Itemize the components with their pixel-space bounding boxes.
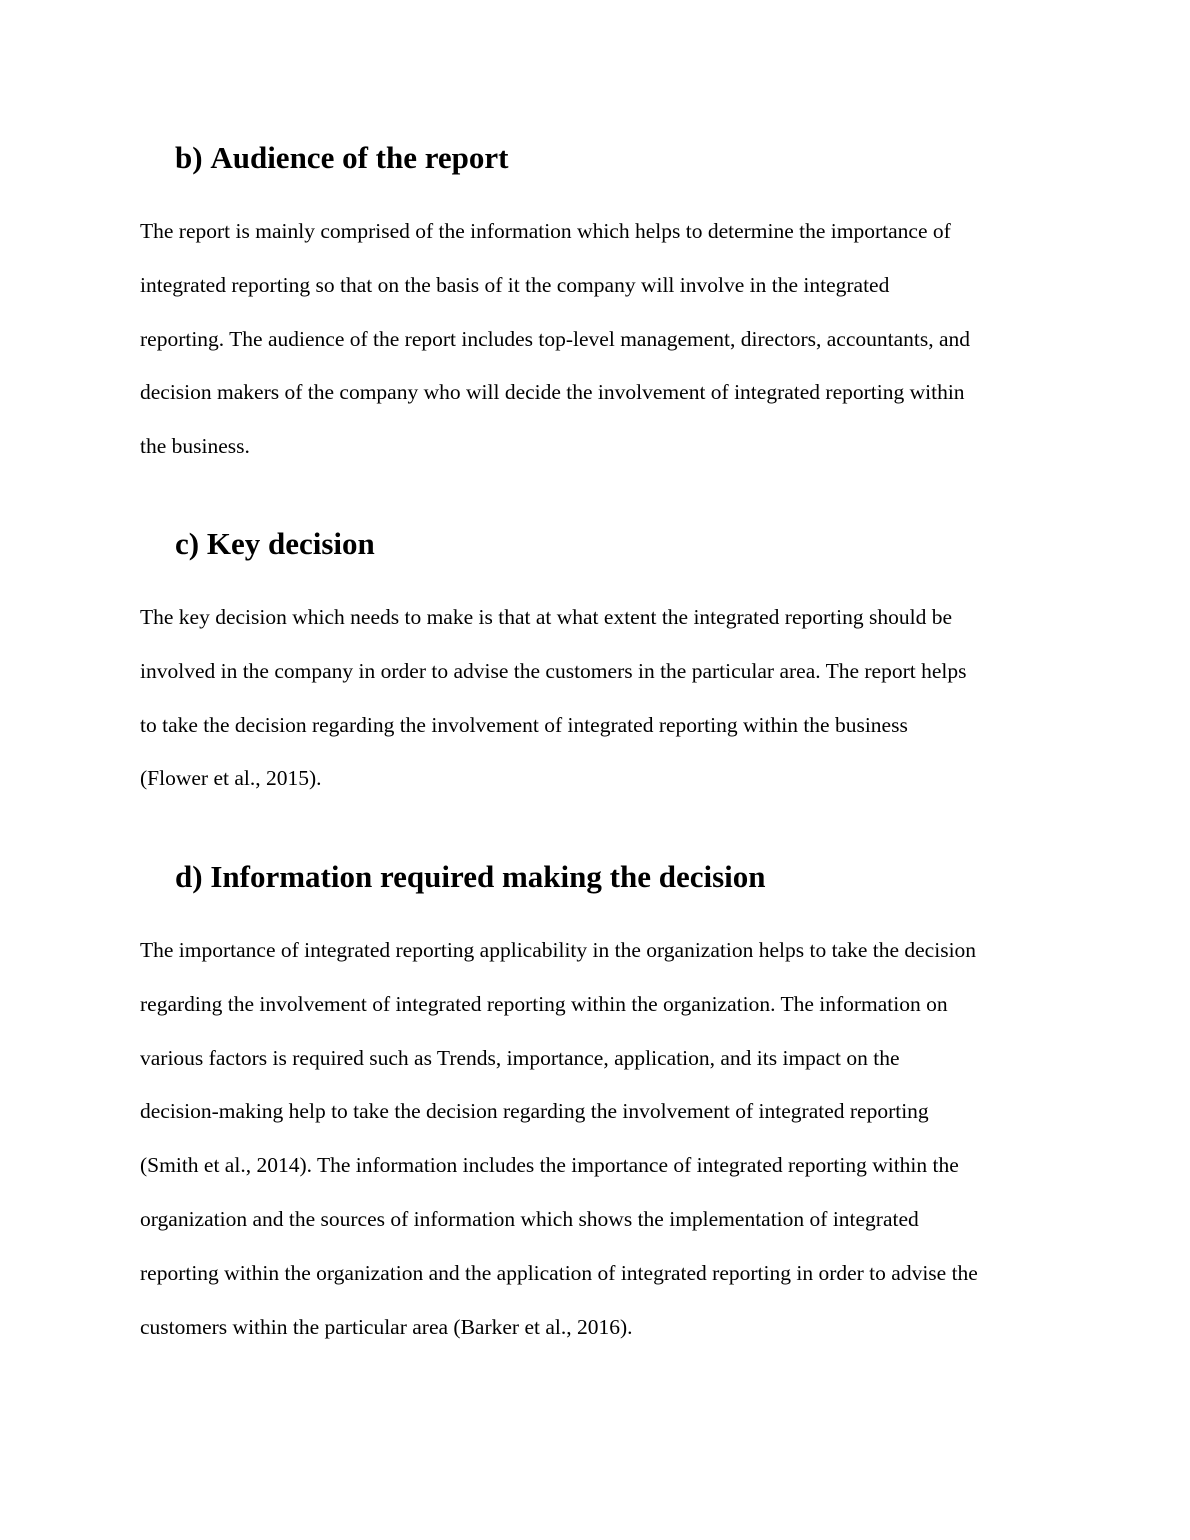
section-heading [140, 524, 1060, 564]
section-title: Information required making the decision [210, 859, 766, 894]
section-heading [140, 857, 1060, 897]
paragraph-line: (Flower et al., 2015). [140, 766, 322, 791]
section-key-decision [140, 524, 1060, 806]
paragraph-line: reporting. The audience of the report includes top-level management, directors, accountants, and [140, 326, 971, 351]
section-marker: d) [175, 859, 203, 894]
paragraph-line: The importance of integrated reporting applicability in the organization helps to take the decision [140, 938, 977, 962]
section-marker: b) [175, 140, 203, 175]
paragraph-line: the business. [140, 434, 250, 459]
paragraph-line: to take the decision regarding the involvement of integrated reporting within the business [140, 712, 908, 737]
section-title: Audience of the report [210, 140, 509, 175]
paragraph-line: organization and the sources of information which shows the implementation of integrated [140, 1206, 919, 1231]
paragraph-line: decision makers of the company who will decide the involvement of integrated reporting within [140, 380, 965, 405]
paragraph-line: decision-making help to take the decision regarding the involvement of integrated reporting [140, 1099, 929, 1124]
section-paragraph [140, 205, 1060, 474]
section-paragraph [140, 591, 1060, 806]
paragraph-line: various factors is required such as Trends, importance, application, and its impact on the [140, 1045, 900, 1070]
section-paragraph [140, 924, 1060, 1354]
paragraph-line: customers within the particular area (Barker et al., 2016). [140, 1314, 633, 1339]
section-marker: c) [175, 526, 200, 561]
paragraph-line: The key decision which needs to make is that at what extent the integrated reporting should be [140, 605, 952, 629]
section-heading [140, 138, 1060, 178]
paragraph-line: involved in the company in order to advise the customers in the particular area. The report helps [140, 658, 967, 683]
paragraph-line: The report is mainly comprised of the information which helps to determine the importance of [140, 219, 951, 243]
paragraph-line: integrated reporting so that on the basis of it the company will involve in the integrated [140, 272, 890, 297]
paragraph-line: (Smith et al., 2014). The information includes the importance of integrated reporting within the [140, 1153, 959, 1178]
section-audience [140, 138, 1060, 474]
section-information-required [140, 857, 1060, 1354]
section-title: Key decision [206, 526, 375, 561]
paragraph-line: reporting within the organization and the application of integrated reporting in order to advise the [140, 1260, 978, 1285]
paragraph-line: regarding the involvement of integrated reporting within the organization. The information on [140, 991, 948, 1016]
